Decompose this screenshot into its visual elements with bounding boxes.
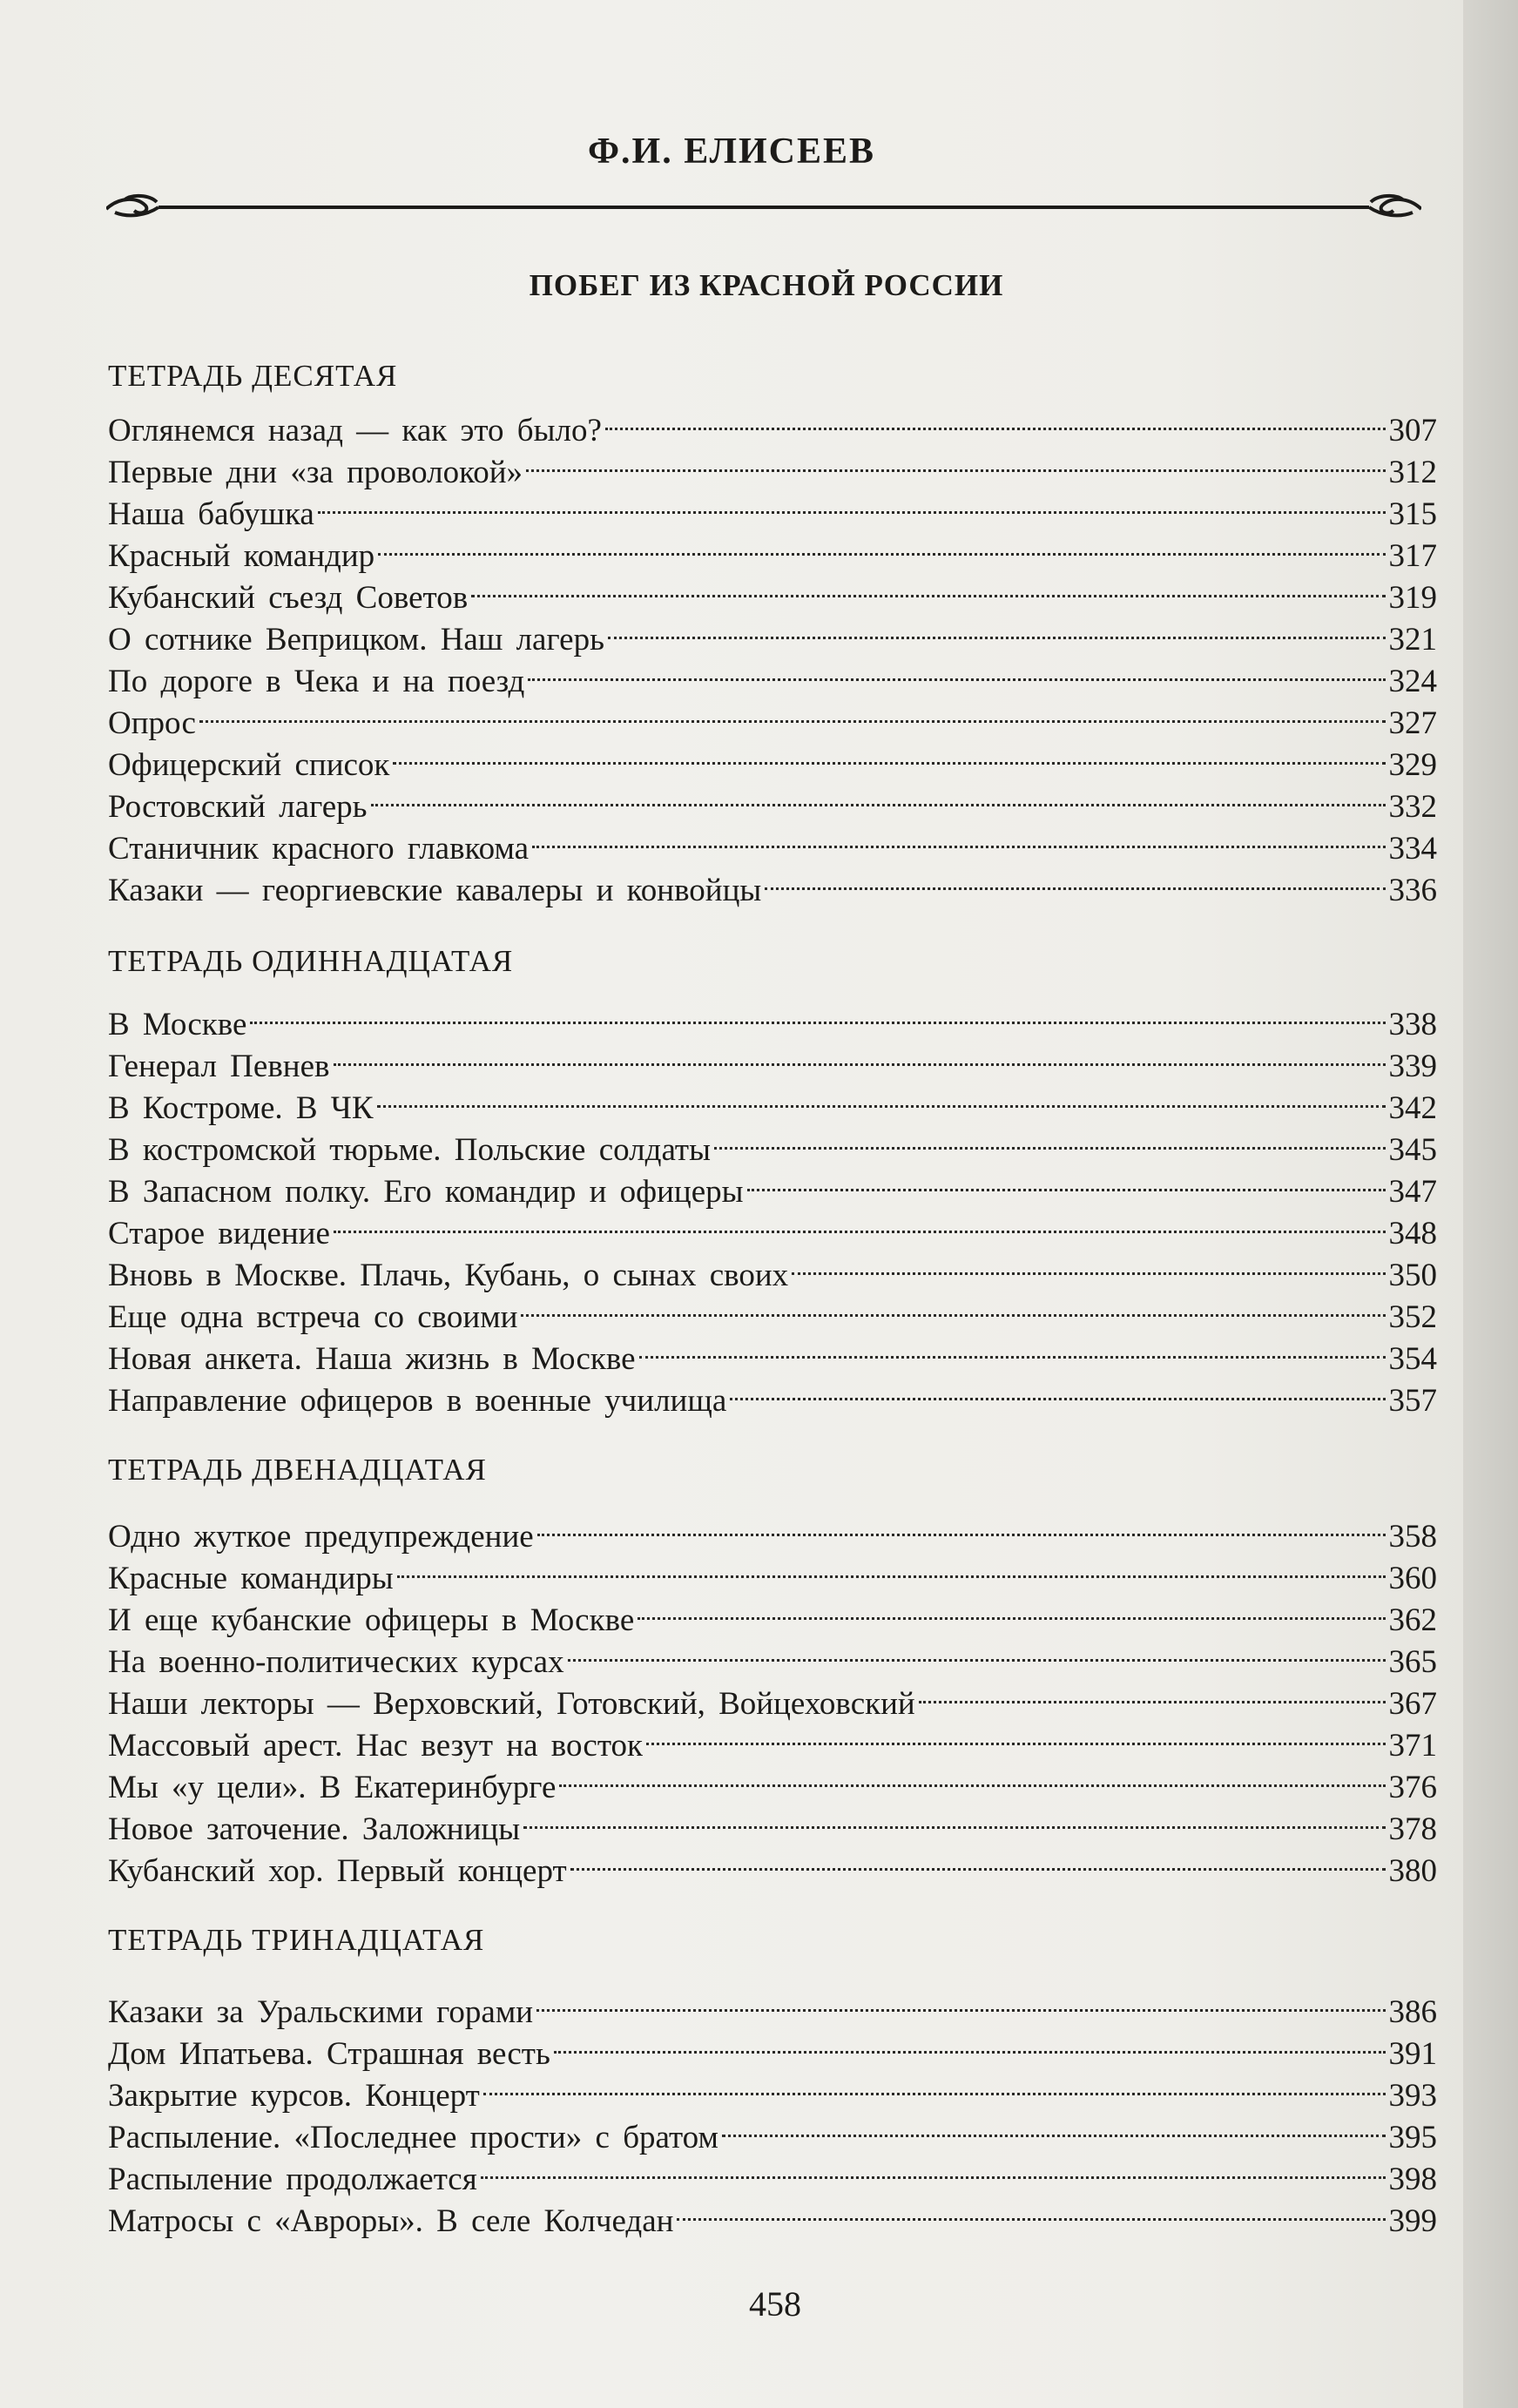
dot-leader <box>536 1980 1385 2022</box>
entry-page: 317 <box>1388 538 1437 574</box>
entry-title: Распыление продолжается <box>108 2162 477 2197</box>
entry-title: Кубанский съезд Советов <box>108 580 469 616</box>
toc-entry <box>108 1980 1437 2030</box>
entry-title: В Москве <box>108 1007 247 1042</box>
entry-title: Казаки — георгиевские кавалеры и конвойцы <box>108 873 762 908</box>
entry-title: Казаки за Уральскими горами <box>108 1994 534 2030</box>
entry-page: 319 <box>1388 580 1437 616</box>
dot-leader <box>714 1118 1386 1160</box>
dot-leader <box>471 566 1385 608</box>
entry-title: Наши лекторы — Верховский, Готовский, Войцеховский <box>108 1686 915 1722</box>
book-title: ПОБЕГ ИЗ КРАСНОЙ РОССИИ <box>529 268 1004 302</box>
dot-leader <box>677 2189 1385 2231</box>
entry-page: 376 <box>1388 1770 1437 1805</box>
toc-entries <box>108 993 1437 1419</box>
entry-page: 380 <box>1388 1853 1437 1889</box>
entry-title: Ростовский лагерь <box>108 789 368 825</box>
entry-title: Опрос <box>108 705 196 741</box>
entry-page: 329 <box>1388 747 1437 783</box>
entry-page: 357 <box>1388 1383 1437 1419</box>
entry-page: 324 <box>1388 664 1437 699</box>
toc-entries <box>108 1505 1437 1889</box>
entry-title: Наша бабушка <box>108 496 314 532</box>
section-heading: ТЕТРАДЬ ДЕСЯТАЯ <box>108 359 398 393</box>
entry-page: 334 <box>1388 831 1437 867</box>
entry-title: В Костроме. В ЧК <box>108 1090 374 1126</box>
entry-title: Одно жуткое предупреждение <box>108 1519 534 1555</box>
dot-leader <box>646 1714 1385 1756</box>
entry-page: 342 <box>1388 1090 1437 1126</box>
entry-title: Дом Ипатьева. Страшная весть <box>108 2036 550 2072</box>
entry-page: 321 <box>1388 622 1437 658</box>
entry-page: 391 <box>1388 2036 1437 2072</box>
toc-entry <box>108 399 1437 449</box>
dot-leader <box>334 1202 1386 1244</box>
dot-leader <box>526 441 1385 482</box>
entry-title: Первые дни «за проволокой» <box>108 455 523 490</box>
entry-page: 398 <box>1388 2162 1437 2197</box>
dot-leader <box>378 524 1385 566</box>
entry-title: Станичник красного главкома <box>108 831 530 867</box>
toc-entries <box>108 1980 1437 2239</box>
dot-leader <box>532 817 1385 859</box>
section-heading: ТЕТРАДЬ ОДИННАДЦАТАЯ <box>108 944 514 978</box>
dot-leader <box>521 1285 1385 1327</box>
dot-leader <box>377 1076 1386 1118</box>
dot-leader <box>528 650 1385 691</box>
dot-leader <box>730 1369 1385 1411</box>
entry-title: Новое заточение. Заложницы <box>108 1811 521 1847</box>
entry-title: И еще кубанские офицеры в Москве <box>108 1602 635 1638</box>
entry-page: 327 <box>1388 705 1437 741</box>
ornamental-rule <box>106 190 1421 225</box>
entry-page: 395 <box>1388 2120 1437 2155</box>
entry-page: 350 <box>1388 1258 1437 1293</box>
entry-page: 354 <box>1388 1341 1437 1377</box>
entry-title: Еще одна встреча со своими <box>108 1299 518 1335</box>
entry-page: 312 <box>1388 455 1437 490</box>
entry-title: Кубанский хор. Первый концерт <box>108 1853 567 1889</box>
dot-leader <box>318 482 1386 524</box>
dot-leader <box>792 1244 1385 1285</box>
dot-leader <box>765 859 1385 900</box>
dot-leader <box>638 1588 1385 1630</box>
entry-title: Офицерский список <box>108 747 390 783</box>
toc-entry <box>108 1035 1437 1084</box>
dot-leader <box>639 1327 1386 1369</box>
entry-title: Направление офицеров в военные училища <box>108 1383 727 1419</box>
entry-page: 332 <box>1388 789 1437 825</box>
entry-page: 365 <box>1388 1644 1437 1680</box>
entry-page: 338 <box>1388 1007 1437 1042</box>
dot-leader <box>722 2106 1386 2148</box>
running-head: Ф.И. ЕЛИСЕЕВ <box>587 132 876 172</box>
dot-leader <box>919 1672 1386 1714</box>
dot-leader <box>747 1160 1386 1202</box>
entry-title: Новая анкета. Наша жизнь в Москве <box>108 1341 636 1377</box>
toc-entries <box>108 399 1437 908</box>
entry-page: 315 <box>1388 496 1437 532</box>
dot-leader <box>397 1547 1386 1588</box>
toc-entry <box>108 1505 1437 1555</box>
entry-page: 367 <box>1388 1686 1437 1722</box>
entry-page: 345 <box>1388 1132 1437 1168</box>
dot-leader <box>605 399 1386 441</box>
entry-title: Красные командиры <box>108 1561 394 1596</box>
entry-page: 371 <box>1388 1728 1437 1764</box>
entry-title: Оглянемся назад — как это было? <box>108 413 602 449</box>
dot-leader <box>334 1035 1386 1076</box>
entry-title: Массовый арест. Нас везут на восток <box>108 1728 644 1764</box>
dot-leader <box>199 691 1386 733</box>
toc-entry <box>108 733 1437 783</box>
entry-page: 362 <box>1388 1602 1437 1638</box>
entry-page: 352 <box>1388 1299 1437 1335</box>
entry-title: В костромской тюрьме. Польские солдаты <box>108 1132 711 1168</box>
toc-entry <box>108 993 1437 1042</box>
entry-title: На военно-политических курсах <box>108 1644 564 1680</box>
dot-leader <box>608 608 1386 650</box>
entry-page: 336 <box>1388 873 1437 908</box>
entry-page: 347 <box>1388 1174 1437 1210</box>
dot-leader <box>371 775 1386 817</box>
entry-title: О сотнике Веприцком. Наш лагерь <box>108 622 604 658</box>
entry-title: Вновь в Москве. Плачь, Кубань, о сынах своих <box>108 1258 789 1293</box>
entry-page: 360 <box>1388 1561 1437 1596</box>
entry-title: Матросы с «Авроры». В селе Колчедан <box>108 2203 674 2239</box>
entry-page: 358 <box>1388 1519 1437 1555</box>
dot-leader <box>570 1839 1386 1881</box>
toc-entry <box>108 691 1437 741</box>
dot-leader <box>483 2064 1386 2106</box>
dot-leader <box>250 993 1385 1035</box>
page-edge <box>1463 0 1518 2408</box>
entry-title: Генерал Певнев <box>108 1049 330 1084</box>
entry-title: По дороге в Чека и на поезд <box>108 664 525 699</box>
page-number: 458 <box>749 2284 801 2324</box>
entry-page: 339 <box>1388 1049 1437 1084</box>
dot-leader <box>537 1505 1386 1547</box>
entry-page: 393 <box>1388 2078 1437 2114</box>
entry-page: 378 <box>1388 1811 1437 1847</box>
entry-page: 348 <box>1388 1216 1437 1251</box>
entry-page: 399 <box>1388 2203 1437 2239</box>
section-heading: ТЕТРАДЬ ТРИНАДЦАТАЯ <box>108 1923 485 1957</box>
entry-title: Красный командир <box>108 538 375 574</box>
dot-leader <box>523 1798 1385 1839</box>
entry-page: 307 <box>1388 413 1437 449</box>
entry-title: Старое видение <box>108 1216 330 1251</box>
entry-title: Распыление. «Последнее прости» с братом <box>108 2120 719 2155</box>
dot-leader <box>559 1756 1385 1798</box>
entry-title: В Запасном полку. Его командир и офицеры <box>108 1174 744 1210</box>
dot-leader <box>568 1630 1386 1672</box>
entry-title: Мы «у цели». В Екатеринбурге <box>108 1770 557 1805</box>
section-heading: ТЕТРАДЬ ДВЕНАДЦАТАЯ <box>108 1453 487 1487</box>
dot-leader <box>554 2022 1386 2064</box>
dot-leader <box>481 2148 1386 2189</box>
entry-title: Закрытие курсов. Концерт <box>108 2078 480 2114</box>
dot-leader <box>393 733 1385 775</box>
entry-page: 386 <box>1388 1994 1437 2030</box>
